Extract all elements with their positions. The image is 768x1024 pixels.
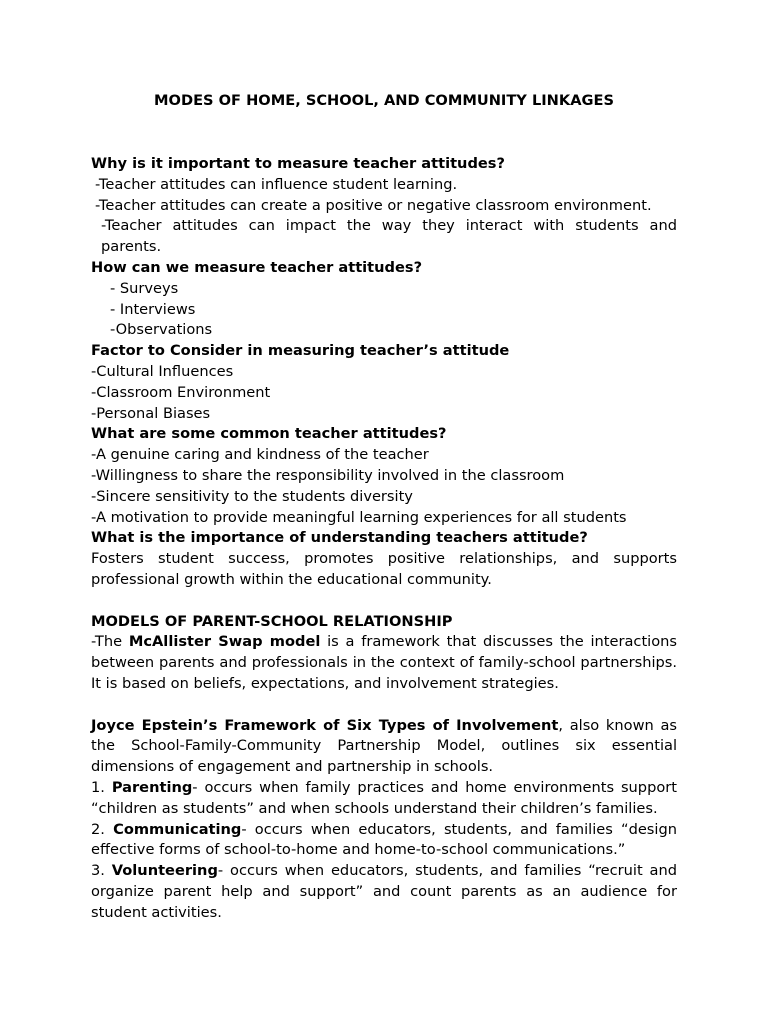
- text-run: - occurs when family practices and home environments support “children as students” and when schools understand their children’s families.: [91, 778, 677, 817]
- text-run: , also known as the School-Family-Community Partnership Model, outlines six essential dimensions of engagement and partnership in schools.: [91, 716, 677, 776]
- bold-term: Parenting: [111, 778, 193, 796]
- item-number: 3.: [91, 862, 112, 880]
- numbered-item: [91, 778, 677, 820]
- item-number: 2.: [91, 820, 114, 838]
- section-heading: MODELS OF PARENT-SCHOOL RELATIONSHIP: [91, 612, 453, 630]
- document-title: MODES OF HOME, SCHOOL, AND COMMUNITY LINKAGES: [154, 92, 614, 109]
- list-item: - Surveys: [110, 279, 179, 297]
- list-item: -Cultural Influences: [91, 362, 234, 380]
- numbered-item: [91, 861, 677, 923]
- list-item: -Teacher attitudes can influence student learning.: [95, 175, 458, 193]
- list-item: -A motivation to provide meaningful learning experiences for all students: [91, 508, 627, 526]
- paragraph: Fosters student success, promotes positive relationships, and supports professional growth within the educational community.: [91, 550, 677, 588]
- list-item: -Willingness to share the responsibility involved in the classroom: [91, 466, 565, 484]
- text-run: - occurs when educators, students, and families “design effective forms of school-to-home and home-to-school communications.”: [91, 820, 677, 859]
- list-item: -A genuine caring and kindness of the teacher: [91, 446, 429, 464]
- item-number: 1.: [91, 778, 112, 796]
- list-item: -Teacher attitudes can create a positive or negative classroom environment.: [95, 196, 652, 214]
- section-heading: Factor to Consider in measuring teacher’s attitude: [91, 342, 510, 360]
- document-body: [91, 154, 677, 923]
- paragraph-epstein: [91, 716, 677, 778]
- blank-line: [91, 591, 677, 612]
- text-run: -The: [91, 633, 129, 651]
- section-heading: What is the importance of understanding teachers attitude?: [91, 529, 588, 547]
- paragraph-mcallister: [91, 632, 677, 694]
- numbered-item: [91, 820, 677, 862]
- list-item: -Sincere sensitivity to the students diversity: [91, 487, 413, 505]
- list-item: -Observations: [110, 321, 213, 339]
- bold-term: Communicating: [113, 820, 242, 838]
- list-item: -Personal Biases: [91, 404, 211, 422]
- bold-term: Volunteering: [111, 862, 218, 880]
- list-item: - Interviews: [110, 300, 196, 318]
- list-item: -Teacher attitudes can impact the way they interact with students and parents.: [101, 217, 677, 256]
- bold-term: Joyce Epstein’s Framework of Six Types of Involvement: [91, 716, 559, 734]
- section-heading: How can we measure teacher attitudes?: [91, 258, 423, 276]
- text-run: - occurs when educators, students, and families “recruit and organize parent help and support” and count parents as an audience for student activities.: [91, 862, 677, 921]
- section-heading: What are some common teacher attitudes?: [91, 425, 447, 443]
- bold-term: McAllister Swap model: [128, 633, 321, 651]
- list-item: -Classroom Environment: [91, 383, 271, 401]
- blank-line: [91, 695, 677, 716]
- text-run: is a framework that discusses the interactions between parents and professionals in the context of family-school partnerships. It is based on beliefs, expectations, and involvement strategies.: [91, 633, 677, 692]
- section-heading: Why is it important to measure teacher attitudes?: [91, 155, 505, 172]
